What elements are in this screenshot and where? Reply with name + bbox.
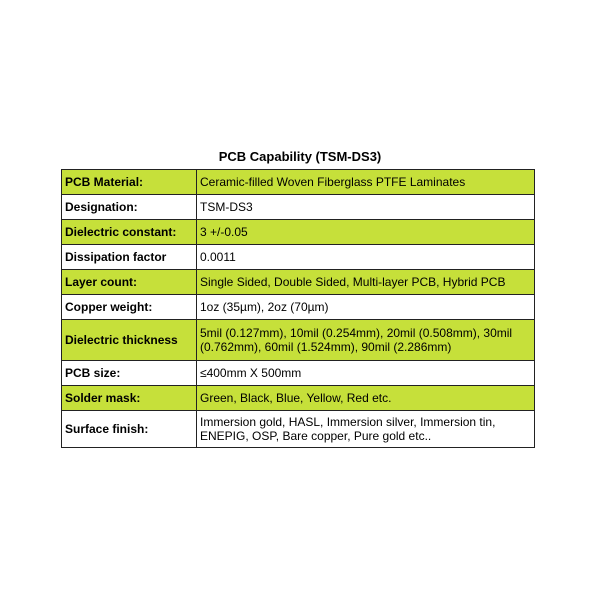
row-label: Solder mask:: [62, 386, 197, 411]
table-row-pcb-material: [62, 170, 535, 195]
row-value: TSM-DS3: [197, 195, 535, 220]
row-value: 0.0011: [197, 245, 535, 270]
table-row-dissipation-factor: [62, 245, 535, 270]
row-label: Dissipation factor: [62, 245, 197, 270]
row-label: PCB Material:: [62, 170, 197, 195]
row-label: Layer count:: [62, 270, 197, 295]
table-row-pcb-size: [62, 361, 535, 386]
pcb-capability-table: [61, 169, 535, 448]
row-value: Single Sided, Double Sided, Multi-layer PCB, Hybrid PCB: [197, 270, 535, 295]
table-row-surface-finish: [62, 411, 535, 448]
row-label: Dielectric thickness: [62, 320, 197, 361]
row-label: Copper weight:: [62, 295, 197, 320]
row-value: Green, Black, Blue, Yellow, Red etc.: [197, 386, 535, 411]
table-row-designation: [62, 195, 535, 220]
page-title: PCB Capability (TSM-DS3): [218, 149, 382, 164]
row-value: 3 +/-0.05: [197, 220, 535, 245]
table-row-copper-weight: [62, 295, 535, 320]
row-value: Immersion gold, HASL, Immersion silver, Immersion tin, ENEPIG, OSP, Bare copper, Pure gold etc..: [197, 411, 535, 448]
row-value: ≤400mm X 500mm: [197, 361, 535, 386]
row-label: Surface finish:: [62, 411, 197, 448]
table-row-solder-mask: [62, 386, 535, 411]
row-value: 1oz (35µm), 2oz (70µm): [197, 295, 535, 320]
row-label: PCB size:: [62, 361, 197, 386]
table-row-dielectric-thickness: [62, 320, 535, 361]
row-label: Dielectric constant:: [62, 220, 197, 245]
row-label: Designation:: [62, 195, 197, 220]
table-row-layer-count: [62, 270, 535, 295]
row-value: 5mil (0.127mm), 10mil (0.254mm), 20mil (0.508mm), 30mil (0.762mm), 60mil (1.524mm), 90mil (2.286mm): [197, 320, 535, 361]
table-row-dielectric-constant: [62, 220, 535, 245]
row-value: Ceramic-filled Woven Fiberglass PTFE Laminates: [197, 170, 535, 195]
